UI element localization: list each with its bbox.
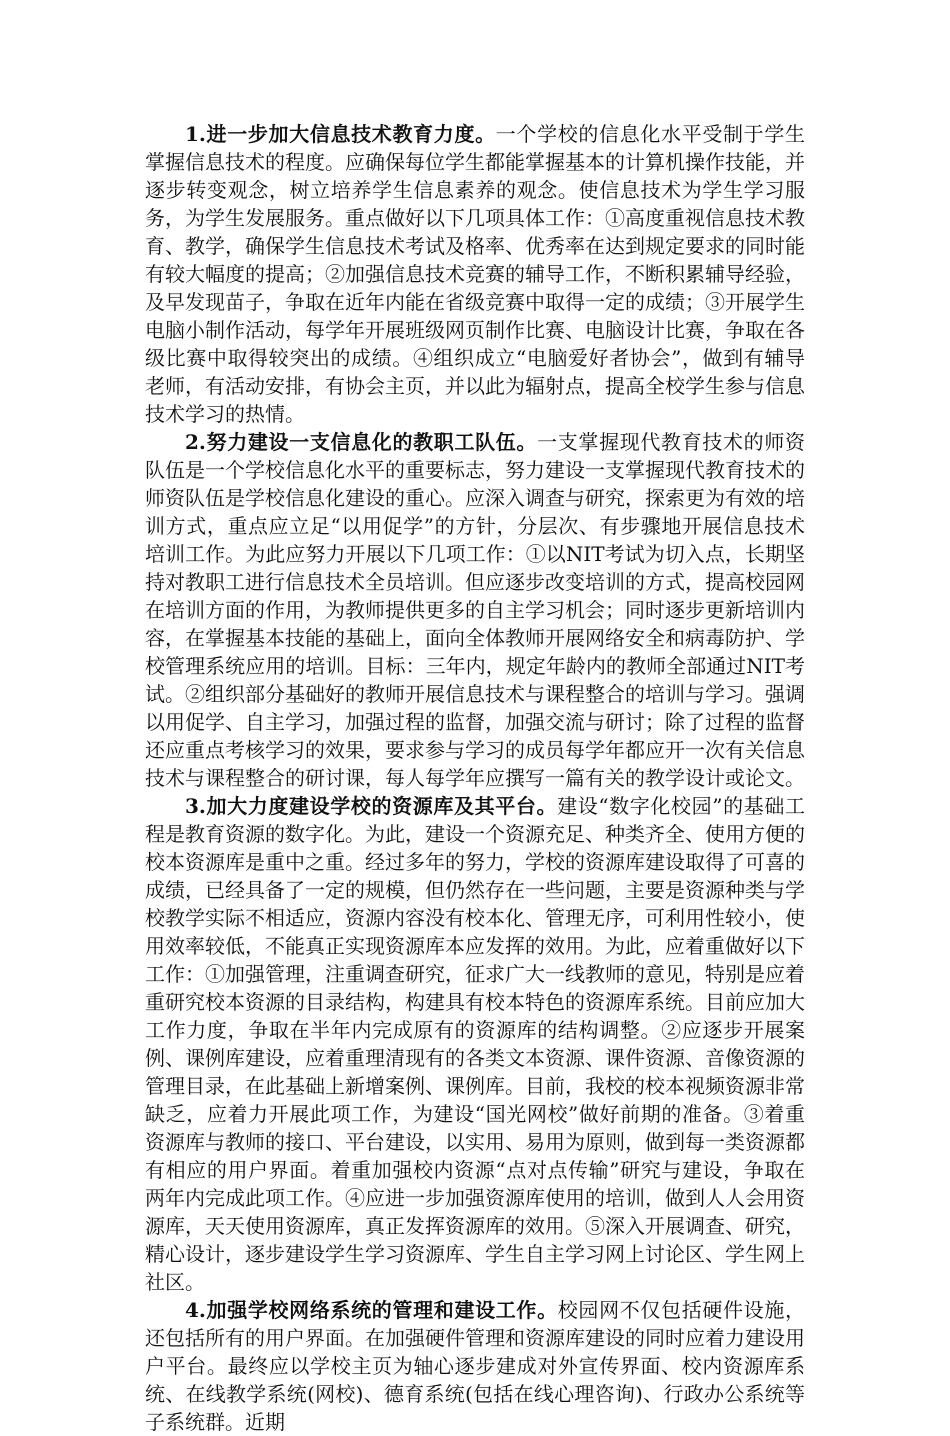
paragraph-3-heading: 3.加大力度建设学校的资源库及其平台。: [185, 794, 558, 818]
paragraph-4: [145, 1296, 805, 1436]
paragraph-1-heading: 1.进一步加大信息技术教育力度。: [185, 122, 496, 146]
document-page: [145, 120, 805, 1436]
paragraph-2: [145, 428, 805, 792]
paragraph-1: [145, 120, 805, 428]
paragraph-2-body: 一支掌握现代教育技术的师资队伍是一个学校信息化水平的重要标志，努力建设一支掌握现代教育技术的师资队伍是学校信息化建设的重心。应深入调查与研究，探索更为有效的培训方式，重点应立足“以用促学”的方针，分层次、有步骤地开展信息技术培训工作。为此应努力开展以下几项工作：①以NIT考试为切入点，长期坚持对教职工进行信息技术全员培训。但应逐步改变培训的方式，提高校园网在培训方面的作用，为教师提供更多的自主学习机会；同时逐步更新培训内容，在掌握基本技能的基础上，面向全体教师开展网络安全和病毒防护、学校管理系统应用的培训。目标：三年内，规定年龄内的教师全部通过NIT考试。②组织部分基础好的教师开展信息技术与课程整合的培训与学习。强调以用促学、自主学习，加强过程的监督，加强交流与研讨；除了过程的监督还应重点考核学习的效果，要求参与学习的成员每学年都应开一次有关信息技术与课程整合的研讨课，每人每学年应撰写一篇有关的教学设计或论文。: [145, 430, 806, 790]
paragraph-1-body: 一个学校的信息化水平受制于学生掌握信息技术的程度。应确保每位学生都能掌握基本的计算机操作技能，并逐步转变观念，树立培养学生信息素养的观念。使信息技术为学生学习服务，为学生发展服务。重点做好以下几项具体工作：①高度重视信息技术教育、教学，确保学生信息技术考试及格率、优秀率在达到规定要求的同时能有较大幅度的提高；②加强信息技术竞赛的辅导工作，不断积累辅导经验，及早发现苗子，争取在近年内能在省级竞赛中取得一定的成绩；③开展学生电脑小制作活动，每学年开展班级网页制作比赛、电脑设计比赛，争取在各级比赛中取得较突出的成绩。④组织成立“电脑爱好者协会”，做到有辅导老师，有活动安排，有协会主页，并以此为辐射点，提高全校学生参与信息技术学习的热情。: [145, 122, 805, 426]
paragraph-3: [145, 792, 805, 1296]
paragraph-3-body: 建设“数字化校园”的基础工程是教育资源的数字化。为此，建设一个资源充足、种类齐全、使用方便的校本资源库是重中之重。经过多年的努力，学校的资源库建设取得了可喜的成绩，已经具备了一定的规模，但仍然存在一些问题，主要是资源种类与学校教学实际不相适应，资源内容没有校本化、管理无序，可利用性较小，使用效率较低，不能真正实现资源库本应发挥的效用。为此，应着重做好以下工作：①加强管理，注重调查研究，征求广大一线教师的意见，特别是应着重研究校本资源的目录结构，构建具有校本特色的资源库系统。目前应加大工作力度，争取在半年内完成原有的资源库的结构调整。②应逐步开展案例、课例库建设，应着重理清现有的各类文本资源、课件资源、音像资源的管理目录，在此基础上新增案例、课例库。目前，我校的校本视频资源非常缺乏，应着力开展此项工作，为建设“国光网校”做好前期的准备。③着重资源库与教师的接口、平台建设，以实用、易用为原则，做到每一类资源都有相应的用户界面。着重加强校内资源“点对点传输”研究与建设，争取在两年内完成此项工作。④应进一步加强资源库使用的培训，做到人人会用资源库，天天使用资源库，真正发挥资源库的效用。⑤深入开展调查、研究，精心设计，逐步建设学生学习资源库、学生自主学习网上讨论区、学生网上社区。: [145, 794, 805, 1294]
paragraph-4-heading: 4.加强学校网络系统的管理和建设工作。: [185, 1298, 558, 1322]
paragraph-4-body: 校园网不仅包括硬件设施，还包括所有的用户界面。在加强硬件管理和资源库建设的同时应着力建设用户平台。最终应以学校主页为轴心逐步建成对外宣传界面、校内资源库系统、在线教学系统(网校)、德育系统(包括在线心理咨询)、行政办公系统等子系统群。近期: [145, 1298, 805, 1434]
paragraph-2-heading: 2.努力建设一支信息化的教职工队伍。: [185, 430, 538, 454]
